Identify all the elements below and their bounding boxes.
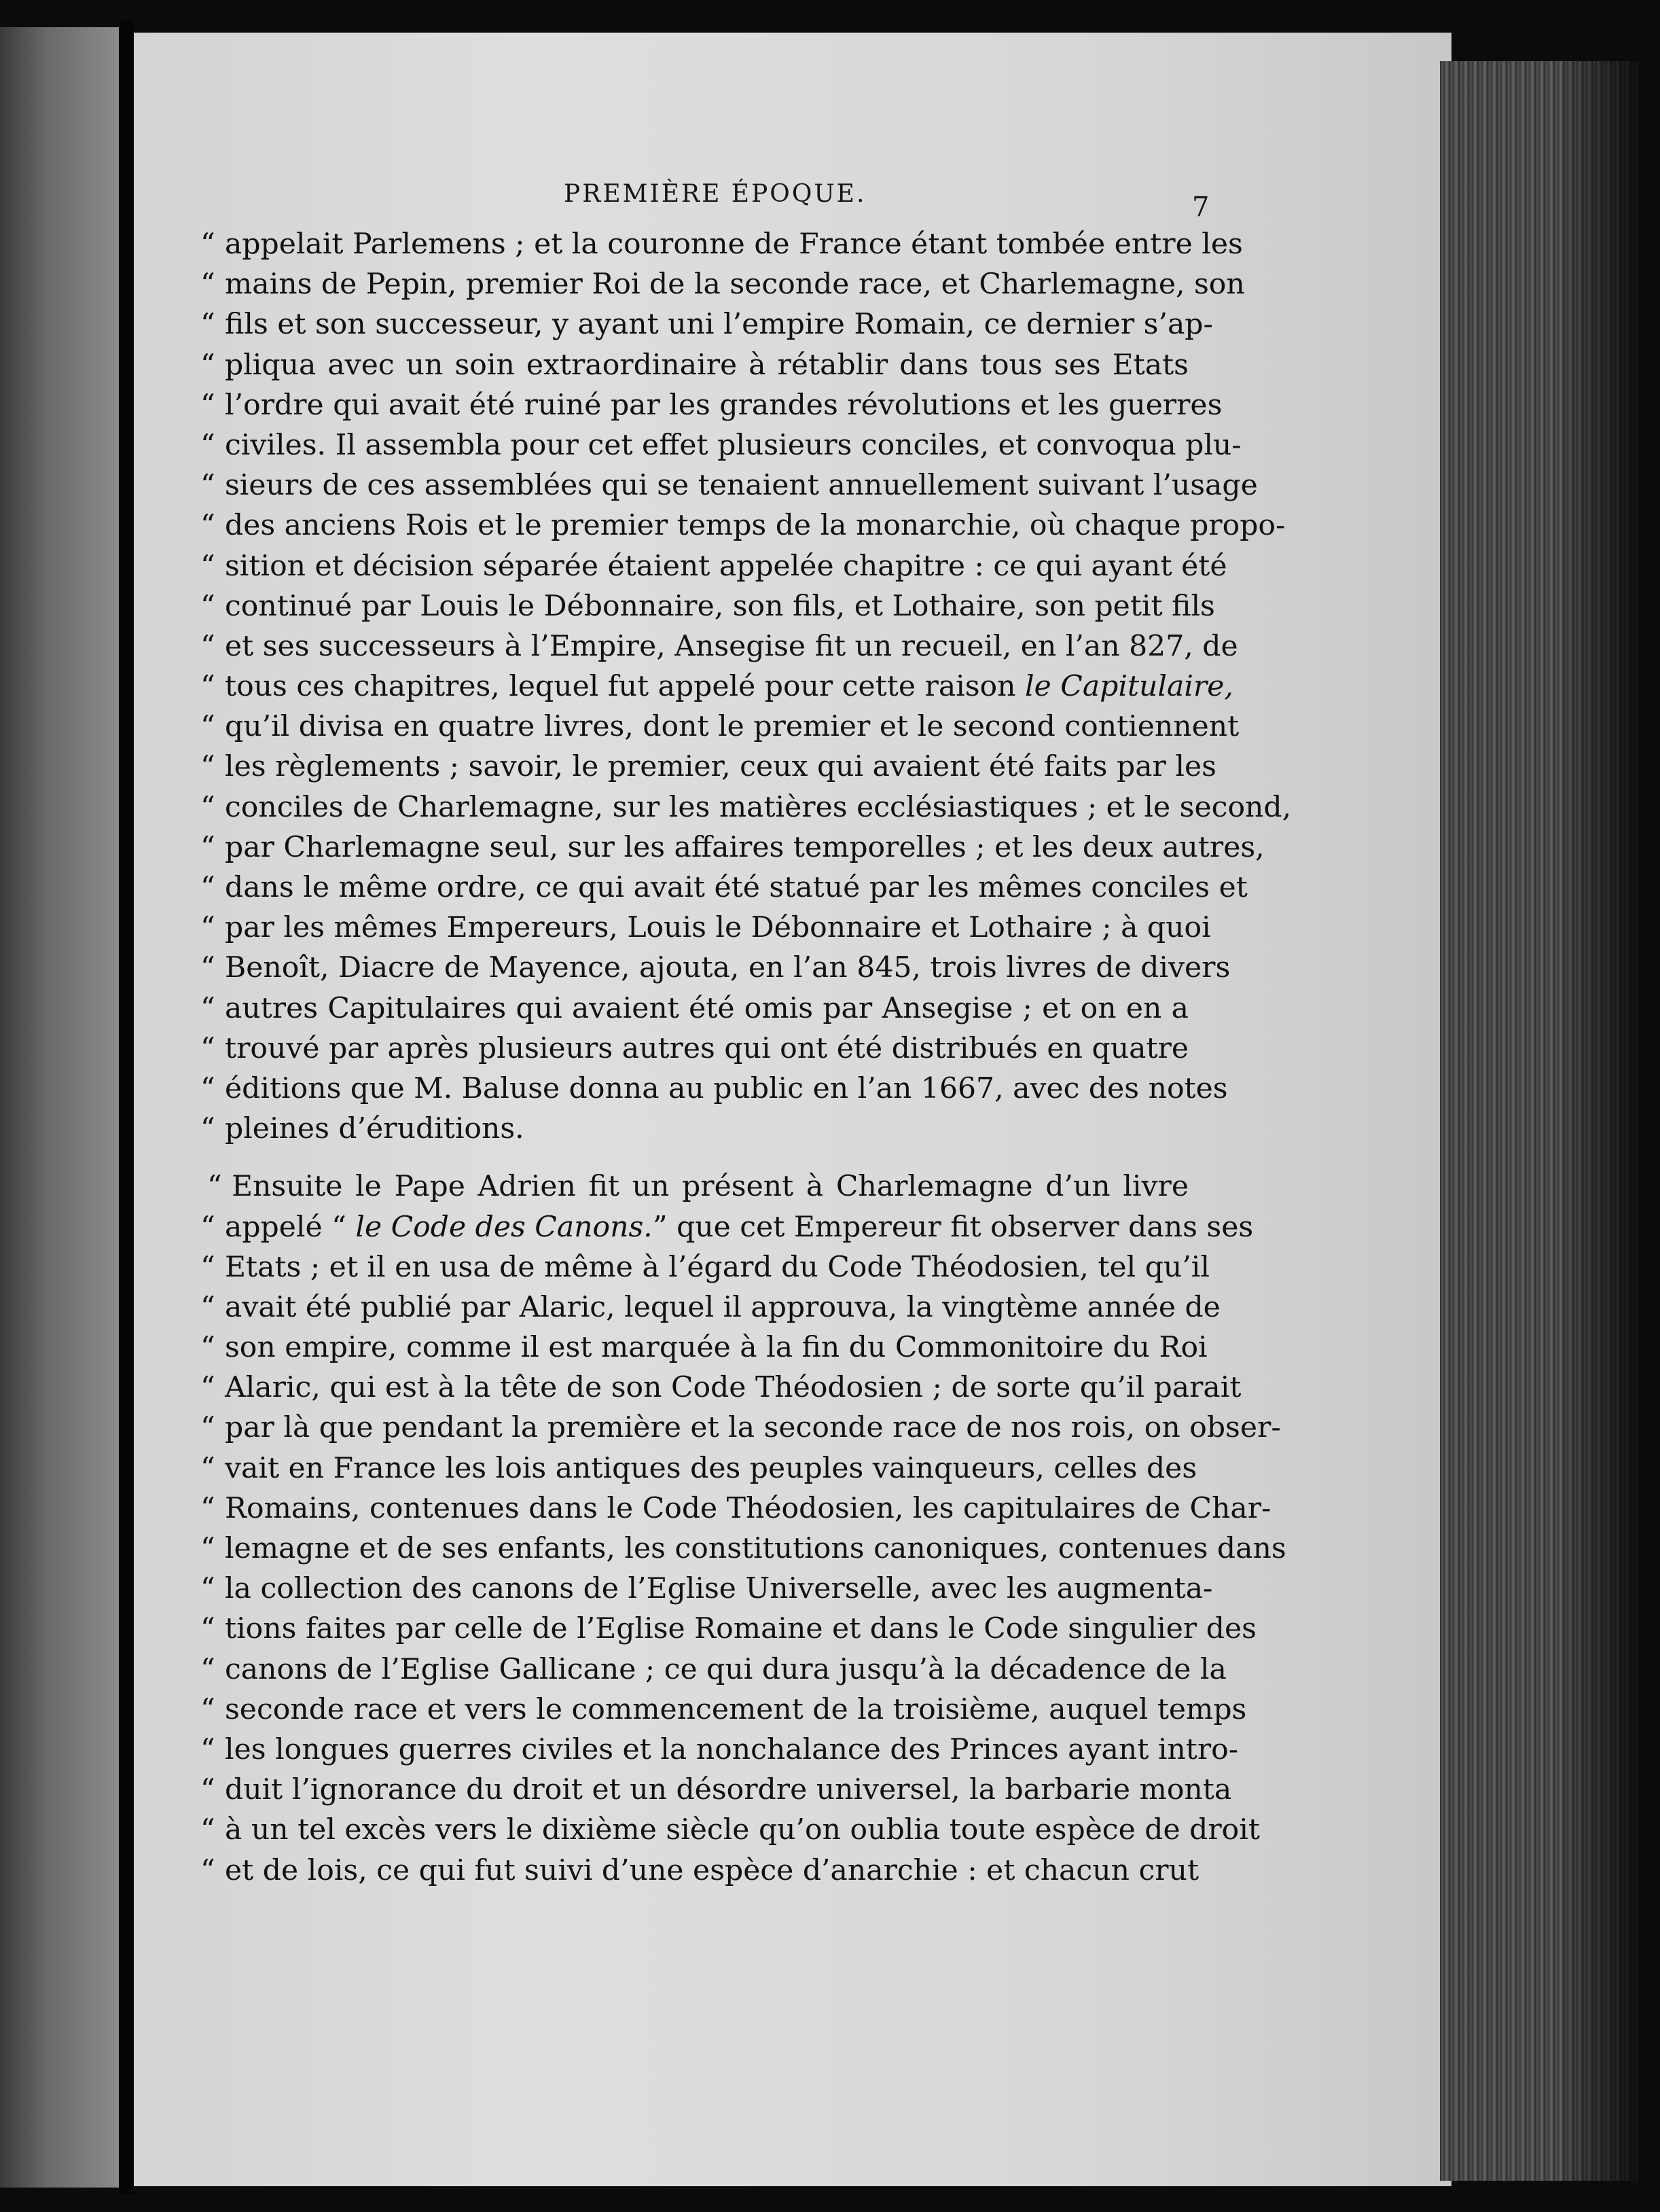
text-line <box>200 787 1292 827</box>
line-text: les longues guerres civiles et la nonchalance des Princes ayant intro- <box>225 1732 1239 1766</box>
text-line <box>200 345 1189 385</box>
line-text: son empire, comme il est marquée à la fin du Commonitoire du Roi <box>225 1331 1208 1365</box>
quote-mark: “ <box>200 1532 215 1565</box>
quote-mark: “ <box>200 991 215 1025</box>
text-line <box>200 1408 1281 1448</box>
quote-mark: “ <box>200 308 215 342</box>
text-line <box>200 666 1233 707</box>
line-text: par Charlemagne seul, sur les affaires temporelles ; et les deux autres, <box>225 830 1265 864</box>
text-line <box>200 425 1242 465</box>
text-line <box>200 546 1227 586</box>
line-text: appelé “ <box>225 1210 346 1244</box>
text-line <box>200 1690 1247 1730</box>
line-text: sieurs de ces assemblées qui se tenaient annuellement suivant l’usage <box>225 469 1258 503</box>
paragraph <box>200 224 1292 1149</box>
quote-mark: “ <box>200 1411 215 1445</box>
quote-mark: “ <box>200 1491 215 1525</box>
text-line <box>200 1609 1257 1649</box>
line-text: la collection des canons de l’Eglise Universelle, avec les augmenta- <box>225 1572 1213 1606</box>
line-text: l’ordre qui avait été ruiné par les grandes révolutions et les guerres <box>225 388 1223 422</box>
line-text: par les mêmes Empereurs, Louis le Débonnaire et Lothaire ; à quoi <box>225 911 1211 945</box>
quote-mark: “ <box>200 1652 215 1686</box>
quote-mark: “ <box>200 1773 215 1807</box>
quote-mark: “ <box>200 830 215 864</box>
line-text: Benoît, Diacre de Mayence, ajouta, en l’an 845, trois livres de divers <box>225 951 1231 985</box>
text-line <box>200 1327 1208 1368</box>
quote-mark: “ <box>200 1031 215 1065</box>
quote-mark: “ <box>200 549 215 583</box>
text-line <box>200 224 1243 264</box>
quote-mark: “ <box>200 1071 215 1105</box>
line-text: appelait Parlemens ; et la couronne de France étant tombée entre les <box>225 228 1243 261</box>
text-line <box>200 1166 1189 1207</box>
text-line <box>200 948 1231 988</box>
line-text: continué par Louis le Débonnaire, son fils, et Lothaire, son petit fils <box>225 589 1215 623</box>
quote-mark: “ <box>200 589 215 623</box>
line-text: par là que pendant la première et la seconde race de nos rois, on obser- <box>225 1411 1281 1445</box>
text-line <box>200 868 1248 908</box>
quote-mark: “ <box>200 1732 215 1766</box>
line-text: tions faites par celle de l’Eglise Romaine et dans le Code singulier des <box>225 1612 1257 1646</box>
line-text: Ensuite le Pape Adrien fit un présent à Charlemagne d’un livre <box>232 1170 1189 1204</box>
text-line <box>200 1207 1254 1247</box>
text-line <box>200 1069 1228 1109</box>
quote-mark: “ <box>200 348 215 382</box>
line-text: mains de Pepin, premier Roi de la seconde race, et Charlemagne, son <box>225 268 1245 302</box>
quote-mark: “ <box>200 1371 215 1405</box>
quote-mark: “ <box>200 871 215 904</box>
line-text: et de lois, ce qui fut suivi d’une espèce d’anarchie : et chacun crut <box>225 1853 1199 1887</box>
text-line <box>200 385 1223 425</box>
line-text: duit l’ignorance du droit et un désordre universel, la barbarie monta <box>225 1773 1232 1807</box>
text-line <box>200 1247 1210 1287</box>
text-line <box>200 626 1238 666</box>
line-text: pliqua avec un soin extraordinaire à rétablir dans tous ses Etats <box>225 348 1189 382</box>
line-text: fils et son successeur, y ayant uni l’empire Romain, ce dernier s’ap- <box>225 308 1213 342</box>
previous-page-edge <box>0 27 119 2188</box>
text-line <box>200 1529 1286 1569</box>
line-text: civiles. Il assembla pour cet effet plusieurs conciles, et convoqua plu- <box>225 428 1242 462</box>
quote-mark: “ <box>200 1692 215 1726</box>
text-line <box>200 988 1189 1029</box>
italic-text: le Capitulaire, <box>1025 670 1233 704</box>
line-text: autres Capitulaires qui avaient été omis par Ansegise ; et on en a <box>225 991 1189 1025</box>
text-line <box>200 827 1265 868</box>
line-text: dans le même ordre, ce qui avait été statué par les mêmes conciles et <box>225 871 1248 904</box>
quote-mark: “ <box>200 228 215 261</box>
quote-mark: “ <box>207 1170 222 1204</box>
line-text: Etats ; et il en usa de même à l’égard du Code Théodosien, tel qu’il <box>225 1250 1210 1284</box>
running-head: PREMIÈRE ÉPOQUE. <box>564 180 867 208</box>
page-number: 7 <box>1192 192 1210 223</box>
quote-mark: “ <box>200 1451 215 1485</box>
line-text: sition et décision séparée étaient appelée chapitre : ce qui ayant été <box>225 549 1227 583</box>
line-text: et ses successeurs à l’Empire, Ansegise fit un recueil, en l’an 827, de <box>225 629 1238 663</box>
quote-mark: “ <box>200 268 215 302</box>
quote-mark: “ <box>200 1572 215 1606</box>
text-line <box>200 707 1240 747</box>
text-line <box>200 505 1286 546</box>
quote-mark: “ <box>200 951 215 985</box>
text-line <box>200 1810 1260 1850</box>
quote-mark: “ <box>200 670 215 704</box>
quote-mark: “ <box>200 1813 215 1847</box>
quote-mark: “ <box>200 1331 215 1365</box>
text-line <box>200 1448 1197 1488</box>
line-text: conciles de Charlemagne, sur les matières ecclésiastiques ; et le second, <box>225 790 1292 824</box>
line-text: éditions que M. Baluse donna au public en l’an 1667, avec des notes <box>225 1071 1228 1105</box>
text-line <box>200 1029 1189 1069</box>
quote-mark: “ <box>200 1250 215 1284</box>
text-line <box>200 908 1211 948</box>
text-line <box>200 1109 1189 1149</box>
quote-mark: “ <box>200 790 215 824</box>
line-text: canons de l’Eglise Gallicane ; ce qui dura jusqu’à la décadence de la <box>225 1652 1227 1686</box>
line-text: Alaric, qui est à la tête de son Code Théodosien ; de sorte qu’il parait <box>225 1371 1242 1405</box>
line-text: qu’il divisa en quatre livres, dont le premier et le second contiennent <box>225 710 1240 744</box>
line-text: des anciens Rois et le premier temps de la monarchie, où chaque propo- <box>225 509 1286 543</box>
quote-mark: “ <box>200 509 215 543</box>
line-text: Romains, contenues dans le Code Théodosien, les capitulaires de Char- <box>225 1491 1271 1525</box>
line-text: avait été publié par Alaric, lequel il approuva, la vingtème année de <box>225 1290 1221 1324</box>
line-text: les règlements ; savoir, le premier, ceux qui avaient été faits par les <box>225 750 1216 784</box>
text-line <box>200 1287 1221 1327</box>
line-text-after: ” que cet Empereur fit observer dans ses <box>652 1210 1254 1244</box>
quote-mark: “ <box>200 1612 215 1646</box>
quote-mark: “ <box>200 428 215 462</box>
text-line <box>200 1770 1232 1810</box>
line-text: à un tel excès vers le dixième siècle qu’on oublia toute espèce de droit <box>225 1813 1260 1847</box>
paragraph <box>200 1166 1286 1890</box>
line-text: pleines d’éruditions. <box>225 1112 524 1146</box>
line-text: trouvé par après plusieurs autres qui ont été distribués en quatre <box>225 1031 1189 1065</box>
text-line <box>200 264 1245 304</box>
quote-mark: “ <box>200 911 215 945</box>
line-text: vait en France les lois antiques des peuples vainqueurs, celles des <box>225 1451 1197 1485</box>
text-line <box>200 586 1215 626</box>
line-text: lemagne et de ses enfants, les constitutions canoniques, contenues dans <box>225 1532 1286 1565</box>
quote-mark: “ <box>200 388 215 422</box>
book-gutter <box>119 20 134 2194</box>
quote-mark: “ <box>200 629 215 663</box>
line-text: tous ces chapitres, lequel fut appelé pour cette raison <box>225 670 1016 704</box>
text-line <box>200 1851 1199 1891</box>
text-line <box>200 747 1216 787</box>
text-line <box>200 1569 1213 1609</box>
text-line <box>200 1368 1242 1408</box>
text-line <box>200 1649 1227 1690</box>
line-text: seconde race et vers le commencement de la troisième, auquel temps <box>225 1692 1247 1726</box>
quote-mark: “ <box>200 469 215 503</box>
quote-mark: “ <box>200 1853 215 1887</box>
quote-mark: “ <box>200 750 215 784</box>
text-line <box>200 1488 1271 1529</box>
body-text <box>200 224 1292 1891</box>
quote-mark: “ <box>200 1290 215 1324</box>
page-stack-shadow <box>1562 61 1644 2181</box>
quote-mark: “ <box>200 1112 215 1146</box>
italic-text: le Code des Canons. <box>355 1210 653 1244</box>
text-line <box>200 465 1258 505</box>
text-line <box>200 304 1213 344</box>
text-line <box>200 1730 1239 1770</box>
quote-mark: “ <box>200 710 215 744</box>
quote-mark: “ <box>200 1210 215 1244</box>
